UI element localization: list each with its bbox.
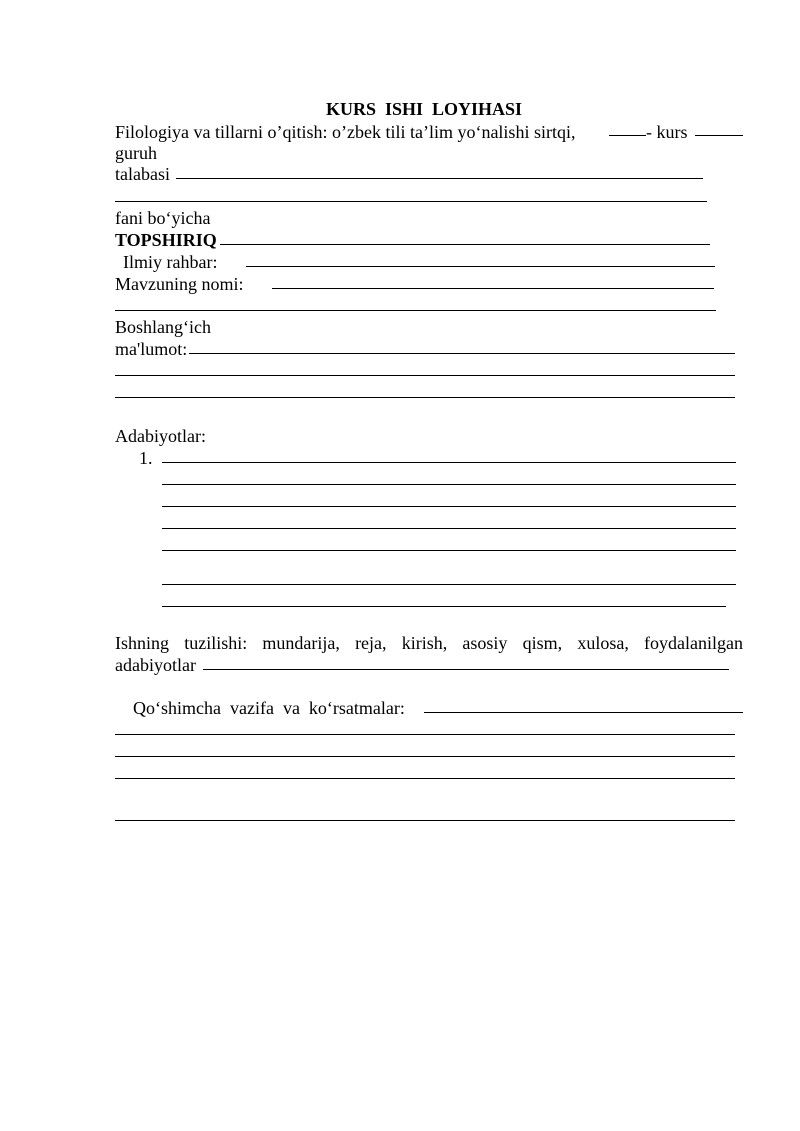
- reference-blank[interactable]: [162, 550, 736, 551]
- mavzuning-nomi-label: Mavzuning nomi:: [115, 274, 244, 294]
- reference-blank[interactable]: [162, 584, 736, 585]
- ilmiy-rahbar-label: Ilmiy rahbar:: [123, 252, 218, 272]
- malumot-blank[interactable]: [189, 353, 735, 354]
- full-blank-line[interactable]: [115, 397, 735, 398]
- full-blank-line[interactable]: [115, 734, 735, 735]
- document-title: KURS ISHI LOYIHASI: [326, 99, 523, 119]
- full-blank-line[interactable]: [115, 310, 716, 311]
- reference-blank[interactable]: [162, 484, 736, 485]
- kurs-after-blank[interactable]: [695, 135, 743, 136]
- topshiriq-blank[interactable]: [220, 244, 710, 245]
- mavzuning-nomi-blank[interactable]: [272, 288, 714, 289]
- adabiyotlar-heading: Adabiyotlar:: [115, 426, 206, 446]
- program-line: Filologiya va tillarni o’qitish: o’zbek tili ta’lim yo‘nalishi sirtqi,: [115, 122, 576, 142]
- kurs-blank[interactable]: [609, 135, 646, 136]
- fani-boyicha-label: fani bo‘yicha: [115, 208, 211, 228]
- reference-blank[interactable]: [162, 462, 736, 463]
- full-blank-line[interactable]: [115, 756, 735, 757]
- full-blank-line[interactable]: [115, 820, 735, 821]
- ilmiy-rahbar-blank[interactable]: [246, 266, 715, 267]
- kurs-label: - kurs: [646, 122, 688, 142]
- topshiriq-label: TOPSHIRIQ: [115, 230, 217, 250]
- reference-blank[interactable]: [162, 528, 736, 529]
- full-blank-line[interactable]: [115, 201, 707, 202]
- qoshimcha-label: Qo‘shimcha vazifa va ko‘rsatmalar:: [133, 698, 405, 718]
- adabiyotlar-lower-label: adabiyotlar: [115, 655, 196, 675]
- qoshimcha-blank[interactable]: [424, 712, 743, 713]
- ishning-tuzilishi-text: Ishning tuzilishi: mundarija, reja, kirish, asosiy qism, xulosa, foydalanilgan: [115, 633, 743, 653]
- guruh-label: guruh: [115, 143, 157, 163]
- list-number: 1.: [139, 448, 153, 468]
- reference-blank[interactable]: [162, 606, 726, 607]
- reference-blank[interactable]: [162, 506, 736, 507]
- boshlangich-label: Boshlang‘ich: [115, 317, 211, 337]
- full-blank-line[interactable]: [115, 375, 735, 376]
- malumot-label: ma'lumot:: [115, 339, 188, 359]
- full-blank-line[interactable]: [115, 778, 735, 779]
- adabiyotlar-blank[interactable]: [203, 669, 729, 670]
- talabasi-label: talabasi: [115, 164, 170, 184]
- talabasi-blank[interactable]: [176, 178, 703, 179]
